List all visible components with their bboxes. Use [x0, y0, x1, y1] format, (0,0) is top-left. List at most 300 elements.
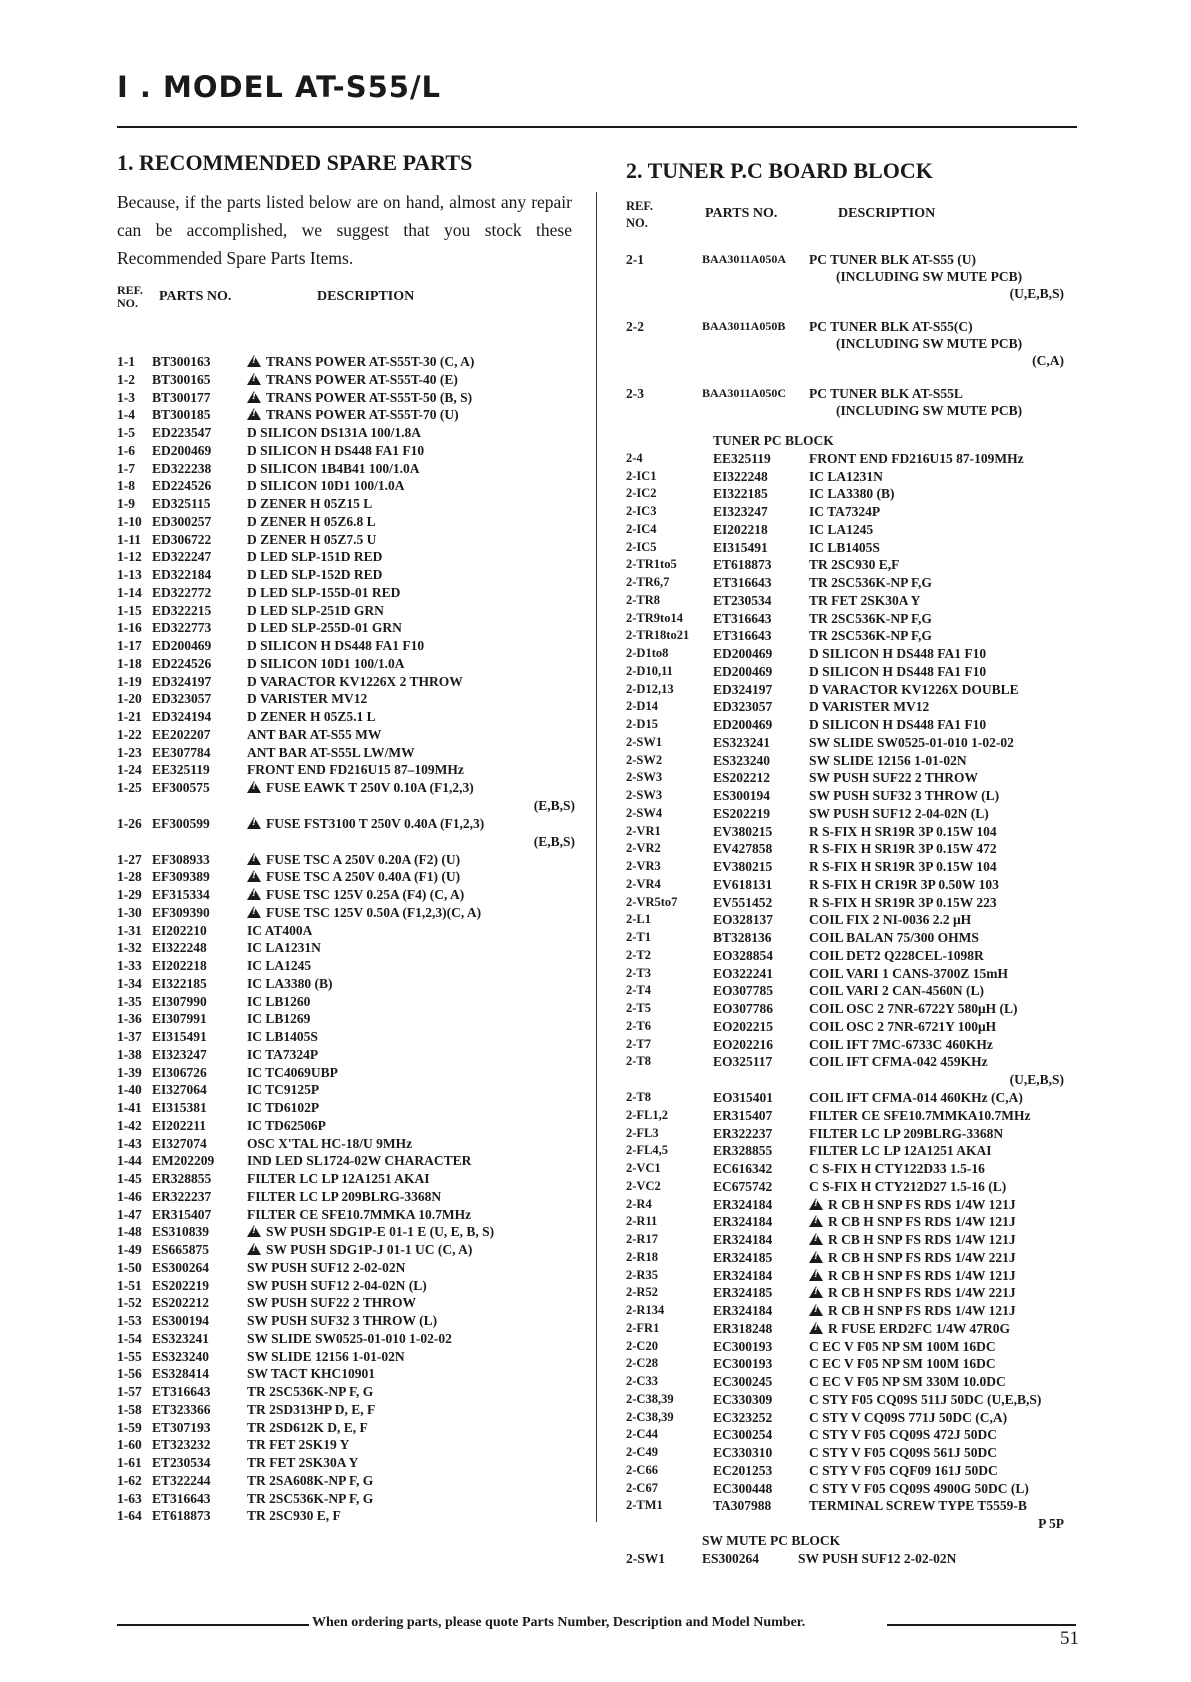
part-no: ER315407 — [713, 1107, 773, 1123]
ref-no: 1-29 — [117, 887, 142, 902]
description — [247, 584, 400, 602]
spare-parts-list — [117, 353, 575, 1525]
spare-part-row — [117, 726, 575, 744]
part-no: ED322238 — [152, 460, 212, 476]
description-text: R S-FIX H SR19R 3P 0.15W 104 — [809, 859, 997, 874]
description-text: TERMINAL SCREW TYPE T5559-B — [809, 1498, 1027, 1514]
ref-no: 1-42 — [117, 1117, 142, 1133]
ref-no: 2-TR6,7 — [626, 575, 670, 589]
description — [798, 1550, 956, 1568]
tuner-part-row — [626, 716, 1064, 734]
ref-no: 1-32 — [117, 940, 142, 956]
description — [247, 690, 367, 708]
ref-no: 2-SW1 — [626, 1550, 666, 1566]
part-no: ET323366 — [152, 1401, 211, 1417]
ref-no: 2-VR4 — [626, 876, 661, 891]
part-no: BT300185 — [152, 407, 211, 423]
spare-part-row — [117, 1223, 575, 1241]
tuner-part-row — [626, 769, 1064, 787]
tuner-part-row — [626, 1267, 1064, 1285]
part-no: ED200469 — [152, 442, 212, 458]
tuner-part-row — [626, 468, 1064, 486]
description-text: D VARISTER MV12 — [809, 699, 930, 715]
tuner-part-row — [626, 1000, 1064, 1018]
ref-no: 1-27 — [117, 851, 142, 867]
description-text: IC TA7324P — [247, 1046, 319, 1062]
description — [247, 1046, 318, 1064]
description-text: D SILICON DS131A 100/1.8A — [247, 425, 422, 440]
description-text: IC LA1231N — [247, 940, 321, 956]
part-no: ES300194 — [152, 1313, 210, 1328]
ref-no: 2-IC4 — [626, 521, 657, 536]
ref-no: 1-31 — [117, 922, 142, 938]
description — [809, 663, 986, 681]
tuner-part-row — [626, 1089, 1064, 1107]
part-no: ES328414 — [152, 1366, 210, 1382]
ref-no: 1-52 — [117, 1295, 142, 1311]
tuner-part-row — [626, 1018, 1064, 1036]
continuation-text: (U,E,B,S) — [1009, 286, 1064, 301]
part-no: ED322773 — [152, 620, 212, 636]
description — [247, 1010, 310, 1028]
spare-part-row — [117, 673, 575, 691]
description-text: COIL FIX 2 NI-0036 2.2 μH — [809, 912, 972, 928]
ref-no: 1-14 — [117, 584, 142, 600]
description-text: ANT BAR AT-S55 MW — [247, 726, 382, 742]
description — [809, 769, 978, 787]
spare-part-row — [117, 1099, 575, 1117]
description — [247, 477, 405, 495]
description — [809, 1284, 1016, 1302]
description-text: R S-FIX H SR19R 3P 0.15W 104 — [809, 823, 997, 839]
tuner-part-row — [626, 1426, 1064, 1444]
description — [809, 698, 929, 716]
description-text: COIL OSC 2 7NR-6722Y 580μH (L) — [809, 1001, 1018, 1016]
ref-no: 2-C38,39 — [626, 1391, 674, 1406]
part-no: EI202210 — [152, 922, 207, 938]
part-no: EC300245 — [713, 1374, 773, 1389]
part-no: ET316643 — [713, 575, 772, 590]
description-text: R CB H SNP FS RDS 1/4W 121J — [828, 1267, 1016, 1283]
spare-part-row — [117, 1507, 575, 1525]
part-no: ES310839 — [152, 1224, 210, 1240]
description — [247, 353, 474, 371]
part-no: BAA3011A050A — [702, 252, 787, 266]
tuner-block-subhead: TUNER PC BLOCK — [713, 433, 834, 448]
ref-no: 2-VC2 — [626, 1178, 661, 1193]
spare-part-row — [117, 602, 575, 620]
part-no: EV618131 — [713, 876, 773, 892]
spare-part-row — [117, 619, 575, 637]
description-text: TR FET 2SK19 Y — [247, 1437, 350, 1453]
spare-part-row — [117, 371, 575, 389]
part-no: EC300448 — [713, 1480, 773, 1496]
description — [809, 1391, 1041, 1409]
tuner-part-row — [626, 521, 1064, 539]
description-text: SW PUSH SUF32 3 THROW (L) — [809, 788, 1000, 803]
part-no: EC330310 — [713, 1445, 773, 1460]
description-text: IC TD6102P — [247, 1100, 320, 1115]
description-text: R CB H SNP FS RDS 1/4W 121J — [828, 1232, 1016, 1247]
part-no: ES300264 — [152, 1259, 210, 1275]
description — [247, 1028, 318, 1046]
ref-no: 2-D14 — [626, 699, 658, 714]
description — [247, 1383, 373, 1401]
description — [809, 503, 880, 521]
part-no: ED323057 — [713, 699, 773, 715]
ref-no: 2-3 — [626, 386, 644, 401]
part-no: ED322772 — [152, 584, 212, 600]
description-text: IC LB1269 — [247, 1011, 311, 1027]
description-text: IC TC4069UBP — [247, 1064, 338, 1080]
description-text: FILTER CE SFE10.7MMKA10.7MHz — [809, 1107, 1031, 1123]
part-no: ED324194 — [152, 709, 212, 724]
description — [247, 1365, 375, 1383]
tuner-part-row — [626, 1053, 1064, 1071]
ref-no: 2-TM1 — [626, 1498, 663, 1513]
spare-part-row — [117, 744, 575, 762]
description-line: (INCLUDING SW MUTE PCB) — [836, 336, 1023, 351]
spare-part-row — [117, 1294, 575, 1312]
part-no: BT328136 — [713, 930, 772, 945]
part-no: EO325117 — [713, 1054, 773, 1070]
ref-no: 2-IC2 — [626, 486, 657, 501]
spare-part-row — [117, 1330, 575, 1348]
description — [809, 929, 979, 947]
tuner-part-row — [626, 645, 1064, 663]
section1-intro: Because, if the parts listed below are on hand, almost any repair can be accomplished, we suggest that you stock these Recommended Spare Parts Items. — [117, 192, 572, 268]
part-no: EV427858 — [713, 841, 773, 857]
tuner-part-row — [626, 1213, 1064, 1231]
description — [809, 1213, 1016, 1231]
ref-no: 1-38 — [117, 1046, 142, 1062]
ref-no: 1-45 — [117, 1171, 142, 1186]
description — [247, 1064, 338, 1082]
ref-no: 2-C20 — [626, 1338, 658, 1353]
description — [247, 1348, 405, 1366]
tuner-pc-block-list — [626, 432, 1064, 1533]
description — [809, 1320, 1010, 1338]
spare-part-row — [117, 1490, 575, 1508]
spare-part-row — [117, 939, 575, 957]
description-text: R FUSE ERD2FC 1/4W 47R0G — [828, 1320, 1011, 1336]
ref-no: 2-TR9to14 — [626, 610, 683, 625]
spare-part-row — [117, 1135, 575, 1153]
description — [809, 911, 971, 929]
tuner-part-row — [626, 1196, 1064, 1214]
ref-no: 2-C49 — [626, 1445, 658, 1459]
description-text: R CB H SNP FS RDS 1/4W 121J — [828, 1214, 1016, 1230]
description-text: C EC V F05 NP SM 100M 16DC — [809, 1338, 996, 1354]
safety-warning-icon — [247, 1225, 261, 1237]
header-ref-no: NO. — [117, 296, 138, 310]
description — [247, 495, 372, 513]
ref-no: 2-R11 — [626, 1214, 658, 1229]
part-no: ER328855 — [152, 1171, 212, 1186]
ref-no: 2-R17 — [626, 1232, 658, 1246]
tuner-part-row — [626, 787, 1064, 805]
spare-part-row — [117, 761, 575, 779]
ref-no: 1-53 — [117, 1313, 142, 1328]
ref-no: 1-25 — [117, 780, 142, 795]
description — [247, 1241, 472, 1259]
description-text: TRANS POWER AT-S55T-70 (U) — [266, 407, 459, 423]
part-no: ED306722 — [152, 531, 212, 547]
ref-no: 2-D10,11 — [626, 663, 673, 678]
description — [247, 886, 464, 904]
description-text: IC TA7324P — [809, 504, 881, 519]
description — [247, 904, 481, 922]
part-no: ED200469 — [713, 717, 773, 732]
description-text: TRANS POWER AT-S55T-40 (E) — [266, 371, 458, 387]
ref-no: 2-4 — [626, 450, 643, 465]
part-no: EI323247 — [152, 1046, 207, 1062]
description-text: FUSE TSC A 250V 0.40A (F1) (U) — [266, 869, 461, 885]
description — [809, 1053, 988, 1071]
part-no: ET618873 — [713, 557, 772, 573]
description-text: IND LED SL1724-02W CHARACTER — [247, 1153, 472, 1169]
description — [809, 1107, 1031, 1125]
header-parts-no: PARTS NO. — [159, 289, 232, 304]
ref-no: 1-58 — [117, 1401, 142, 1417]
row-continuation — [626, 1515, 1064, 1533]
description — [247, 957, 311, 975]
ref-no: 1-2 — [117, 371, 135, 387]
description — [247, 619, 402, 637]
part-no: EO322241 — [713, 965, 774, 981]
description-text: SW PUSH SDG1P-E 01-1 E (U, E, B, S) — [266, 1224, 495, 1240]
description — [247, 1472, 373, 1490]
part-no: EC300254 — [713, 1427, 773, 1443]
safety-warning-icon — [809, 1215, 823, 1227]
description-text: SW PUSH SUF22 2 THROW — [809, 770, 979, 786]
spare-part-row — [117, 1454, 575, 1472]
description-text: COIL VARI 2 CAN-4560N (L) — [809, 983, 985, 999]
spare-part-row — [117, 851, 575, 869]
description — [809, 1000, 1018, 1018]
part-no: EO202215 — [713, 1018, 774, 1034]
part-no: ER318248 — [713, 1320, 773, 1336]
spare-part-row — [117, 1010, 575, 1028]
ref-no: 2-SW1 — [626, 734, 663, 749]
description — [809, 681, 1019, 699]
description-text: FILTER LC LP 12A1251 AKAI — [247, 1171, 430, 1186]
ref-no: 1-64 — [117, 1508, 142, 1524]
tuner-part-row — [626, 574, 1064, 592]
description-text: D ZENER H 05Z6.8 L — [247, 513, 376, 529]
description-text: TR 2SC536K-NP F, G — [247, 1384, 374, 1399]
description — [809, 1462, 998, 1480]
ref-no: 1-46 — [117, 1188, 142, 1204]
description-line: PC TUNER BLK AT-S55L — [809, 386, 963, 401]
part-no: ES202212 — [152, 1295, 210, 1311]
spare-part-row — [117, 460, 575, 478]
ref-no: 1-34 — [117, 975, 142, 991]
tuner-part-row — [626, 1036, 1064, 1054]
part-no: EI323247 — [713, 504, 768, 519]
spare-part-row — [117, 424, 575, 442]
ref-no: 2-SW2 — [626, 752, 663, 767]
ref-no: 2-SW3 — [626, 770, 663, 785]
ref-no: 1-4 — [117, 407, 135, 423]
part-no: EC201253 — [713, 1462, 773, 1478]
description — [809, 1036, 993, 1054]
header-parts-no: PARTS NO. — [705, 206, 778, 221]
section1-title: 1. RECOMMENDED SPARE PARTS — [117, 150, 473, 175]
tuner-part-row — [626, 1160, 1064, 1178]
spare-part-row — [117, 1365, 575, 1383]
part-no: ER324184 — [713, 1196, 773, 1212]
safety-warning-icon — [809, 1251, 823, 1263]
part-no: EI322185 — [152, 975, 207, 991]
tuner-part-row — [626, 982, 1064, 1000]
part-no: ET618873 — [152, 1508, 211, 1524]
description-text: FRONT END FD216U15 87–109MHz — [247, 762, 464, 778]
tuner-part-row — [626, 823, 1064, 841]
part-no: ED324197 — [713, 681, 773, 697]
description — [809, 645, 986, 663]
part-no: EI202218 — [152, 958, 207, 973]
description — [809, 1196, 1016, 1214]
spare-part-row — [117, 1117, 575, 1135]
part-no: EI315491 — [713, 539, 768, 555]
tuner-part-row — [626, 1107, 1064, 1125]
tuner-part-row — [626, 610, 1064, 628]
tuner-part-row — [626, 1409, 1064, 1427]
part-no: EE325119 — [713, 450, 771, 466]
description-text: COIL BALAN 75/300 OHMS — [809, 930, 979, 945]
tuner-part-row — [626, 663, 1064, 681]
column-divider — [596, 192, 597, 1522]
description-text: R S-FIX H SR19R 3P 0.15W 223 — [809, 894, 997, 910]
description — [247, 460, 420, 478]
part-no: TA307988 — [713, 1498, 772, 1514]
description — [809, 1480, 1029, 1498]
description-text: COIL VARI 1 CANS-3700Z 15mH — [809, 965, 1009, 981]
description — [809, 468, 883, 486]
spare-part-row — [117, 1028, 575, 1046]
description — [809, 485, 895, 503]
part-no: ED322215 — [152, 602, 212, 618]
title-rule — [117, 126, 1077, 128]
part-no: EI322248 — [713, 468, 768, 484]
part-no: EC616342 — [713, 1161, 773, 1176]
ref-no: 2-R18 — [626, 1249, 658, 1264]
spare-part-row — [117, 1348, 575, 1366]
description-text: TRANS POWER AT-S55T-30 (C, A) — [266, 354, 475, 369]
row-continuation — [117, 797, 575, 815]
description — [809, 1231, 1016, 1249]
description — [809, 734, 1014, 752]
description-text: SW PUSH SUF32 3 THROW (L) — [247, 1313, 438, 1328]
description — [247, 939, 321, 957]
description-text: IC LB1405S — [247, 1029, 318, 1044]
pc-block-row — [626, 251, 1064, 318]
description — [247, 1436, 349, 1454]
tuner-part-row — [626, 858, 1064, 876]
part-no: EF300575 — [152, 780, 210, 795]
ref-no: 2-TR18to21 — [626, 628, 690, 643]
description — [247, 761, 464, 779]
description-text: TRANS POWER AT-S55T-50 (B, S) — [266, 389, 473, 405]
ref-no: 1-18 — [117, 655, 142, 671]
description-text: D ZENER H 05Z5.1 L — [247, 709, 376, 724]
spare-part-row — [117, 389, 575, 407]
description-text: D SILICON 1B4B41 100/1.0A — [247, 460, 420, 476]
part-no: ES300194 — [713, 788, 771, 803]
ref-no: 2-C28 — [626, 1356, 658, 1371]
spare-part-row — [117, 1419, 575, 1437]
description — [809, 1018, 996, 1036]
part-no: EI322185 — [713, 486, 768, 502]
part-no: ED200469 — [152, 638, 212, 653]
description-text: FUSE TSC 125V 0.50A (F1,2,3)(C, A) — [266, 904, 482, 920]
description-text: D SILICON H DS448 FA1 F10 — [809, 663, 987, 679]
description — [809, 1409, 1007, 1427]
description-text: R S-FIX H CR19R 3P 0.50W 103 — [809, 876, 999, 892]
description-text: D VARISTER MV12 — [247, 691, 368, 707]
tuner-part-row — [626, 1142, 1064, 1160]
ref-no: 1-59 — [117, 1419, 142, 1435]
ref-no: 1-12 — [117, 549, 142, 565]
part-no: EV380215 — [713, 859, 773, 874]
description — [247, 708, 376, 726]
description-text: C STY V CQ09S 771J 50DC (C,A) — [809, 1409, 1008, 1425]
safety-warning-icon — [809, 1304, 823, 1316]
description-text: FUSE EAWK T 250V 0.10A (F1,2,3) — [266, 780, 474, 795]
description-text: SW PUSH SUF22 2 THROW — [247, 1295, 417, 1311]
description — [809, 1497, 1027, 1515]
part-no: BT300177 — [152, 389, 211, 405]
ref-no: 2-C38,39 — [626, 1409, 674, 1424]
part-no: EI315491 — [152, 1029, 207, 1044]
description-text: TR FET 2SK30A Y — [247, 1455, 359, 1470]
ref-no: 1-41 — [117, 1100, 142, 1115]
tuner-part-row — [626, 627, 1064, 645]
part-no: EO307786 — [713, 1001, 774, 1016]
part-no: ET307193 — [152, 1419, 211, 1435]
ref-no: 1-15 — [117, 602, 142, 618]
description — [809, 521, 873, 539]
description-text: C EC V F05 NP SM 100M 16DC — [809, 1356, 996, 1372]
ref-no: 1-48 — [117, 1224, 142, 1240]
ref-no: 2-R4 — [626, 1196, 652, 1211]
description-text: SW PUSH SUF12 2-04-02N (L) — [247, 1277, 427, 1293]
part-no: ET316643 — [713, 610, 772, 626]
part-no: ES202219 — [713, 805, 771, 821]
description — [247, 1490, 373, 1508]
safety-warning-icon — [247, 373, 261, 385]
spare-part-row — [117, 566, 575, 584]
part-no: EI315381 — [152, 1100, 207, 1115]
continuation-text: P 5P — [1038, 1516, 1064, 1531]
description-text: IC TD62506P — [247, 1117, 326, 1133]
spare-part-row — [117, 1046, 575, 1064]
ref-no: 1-10 — [117, 513, 142, 529]
description — [247, 1454, 358, 1472]
ref-no: 1-60 — [117, 1437, 142, 1453]
description-text: IC LA1231N — [809, 468, 883, 484]
description — [247, 1330, 452, 1348]
description-text: TR 2SD612K D, E, F — [247, 1419, 368, 1435]
ref-no: 2-R134 — [626, 1303, 665, 1317]
ref-no: 2-SW4 — [626, 805, 663, 820]
description — [809, 556, 899, 574]
ref-no: 1-5 — [117, 425, 135, 440]
description-text: FILTER LC LP 209BLRG-3368N — [247, 1188, 442, 1204]
tuner-part-row — [626, 876, 1064, 894]
ref-no: 1-22 — [117, 726, 142, 742]
